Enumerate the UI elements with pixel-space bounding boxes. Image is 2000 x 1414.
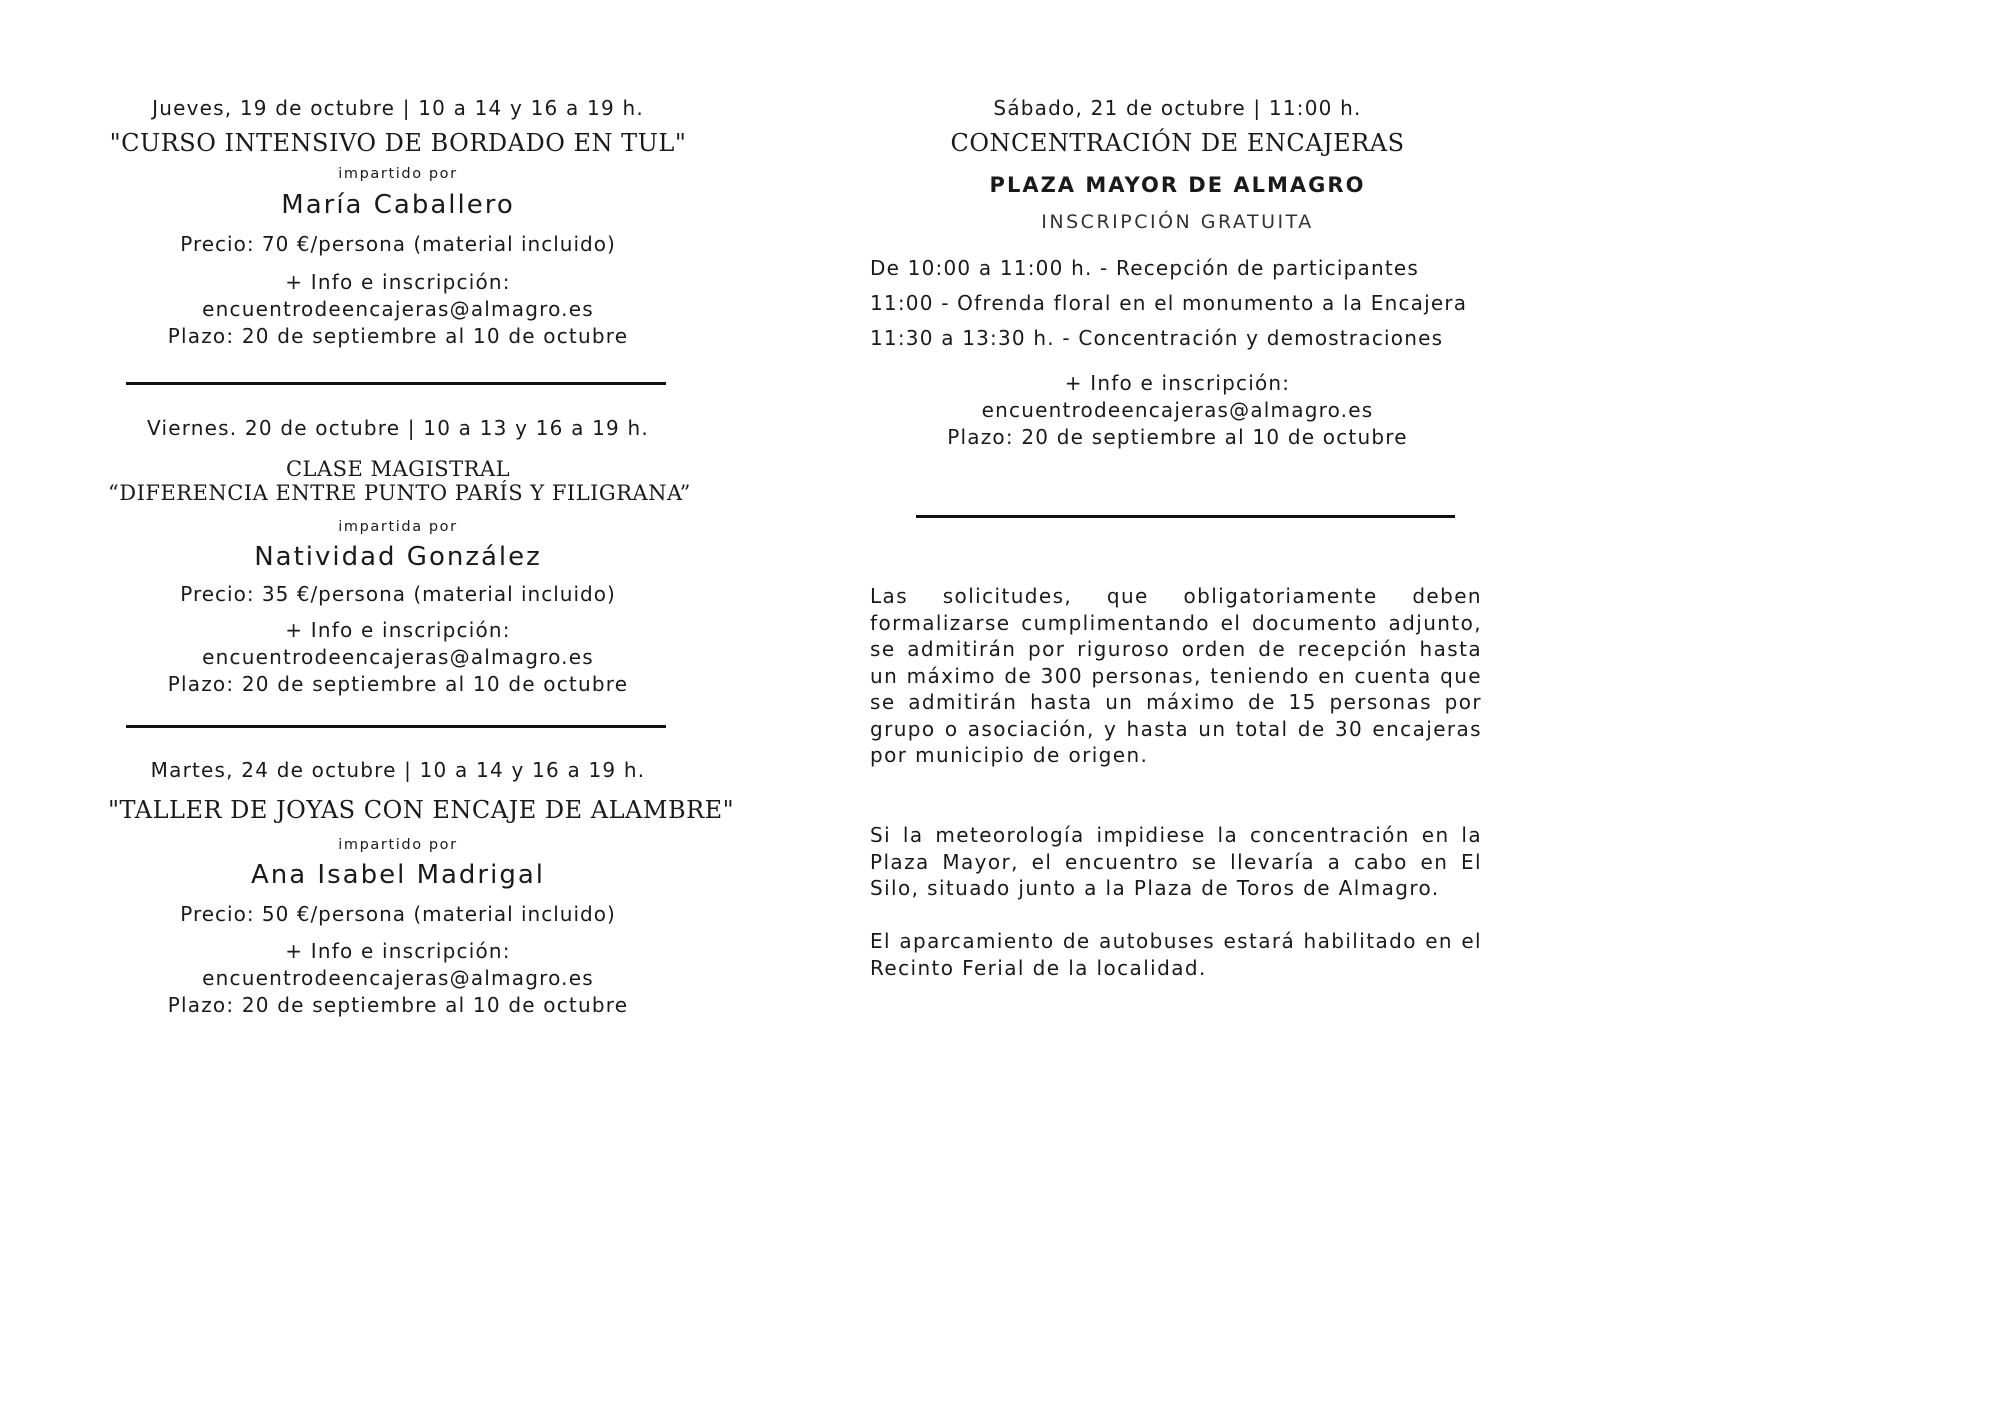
- event-2-title-line1: CLASE MAGISTRAL: [285, 457, 511, 481]
- concentration-place: PLAZA MAYOR DE ALMAGRO: [989, 173, 1366, 197]
- event-1-instructor: María Caballero: [281, 190, 515, 220]
- event-3-date: Martes, 24 de octubre | 10 a 14 y 16 a 19 h.: [150, 758, 646, 782]
- event-1-info-label: + Info e inscripción:: [285, 270, 511, 294]
- event-2-price: Precio: 35 €/persona (material incluido): [180, 582, 616, 606]
- divider: [916, 515, 1455, 518]
- event-3-info-label: + Info e inscripción:: [285, 939, 511, 963]
- divider: [126, 382, 666, 385]
- event-2-title-line2: “DIFERENCIA ENTRE PUNTO PARÍS Y FILIGRANA”: [108, 481, 691, 505]
- event-3-email[interactable]: encuentrodeencajeras@almagro.es: [202, 966, 594, 990]
- event-1-email[interactable]: encuentrodeencajeras@almagro.es: [202, 297, 594, 321]
- concentration-title: CONCENTRACIÓN DE ENCAJERAS: [950, 129, 1405, 157]
- schedule-item: 11:30 a 13:30 h. - Concentración y demostraciones: [870, 326, 1444, 350]
- concentration-email[interactable]: encuentrodeencajeras@almagro.es: [981, 398, 1374, 422]
- event-3-by: impartido por: [338, 837, 458, 853]
- event-3-deadline: Plazo: 20 de septiembre al 10 de octubre: [167, 993, 629, 1017]
- event-2-email[interactable]: encuentrodeencajeras@almagro.es: [202, 645, 594, 669]
- event-3-price: Precio: 50 €/persona (material incluido): [180, 902, 616, 926]
- concentration-deadline: Plazo: 20 de septiembre al 10 de octubre: [947, 425, 1408, 449]
- concentration-date: Sábado, 21 de octubre | 11:00 h.: [993, 96, 1362, 120]
- event-3-title: "TALLER DE JOYAS CON ENCAJE DE ALAMBRE": [108, 796, 735, 824]
- event-2-deadline: Plazo: 20 de septiembre al 10 de octubre: [167, 672, 629, 696]
- event-3-instructor: Ana Isabel Madrigal: [250, 860, 546, 890]
- event-2-by: impartida por: [338, 519, 458, 535]
- divider: [126, 725, 666, 728]
- event-1-deadline: Plazo: 20 de septiembre al 10 de octubre: [167, 324, 629, 348]
- event-1-price: Precio: 70 €/persona (material incluido): [180, 232, 616, 256]
- schedule-item: 11:00 - Ofrenda floral en el monumento a la Encajera: [870, 291, 1468, 315]
- schedule-item: De 10:00 a 11:00 h. - Recepción de participantes: [870, 256, 1420, 280]
- note-parking: El aparcamiento de autobuses estará habilitado en el Recinto Ferial de la localidad.: [870, 929, 1482, 980]
- event-2-date: Viernes. 20 de octubre | 10 a 13 y 16 a 19 h.: [147, 416, 649, 440]
- event-1-date: Jueves, 19 de octubre | 10 a 14 y 16 a 19 h.: [152, 96, 644, 120]
- event-1-title: "CURSO INTENSIVO DE BORDADO EN TUL": [109, 129, 687, 157]
- note-applications: Las solicitudes, que obligatoriamente deben formalizarse cumplimentando el documento adjunto, se admitirán por riguroso orden de recepción hasta un máximo de 300 personas, teniendo en cuenta que se admitirán hasta un máximo de 15 personas por grupo o asociación, y hasta un total de 30 encajeras por municipio de origen.: [870, 584, 1482, 767]
- event-2-instructor: Natividad González: [254, 542, 542, 572]
- event-1-by: impartido por: [338, 166, 458, 182]
- concentration-info-label: + Info e inscripción:: [1064, 371, 1291, 395]
- note-weather: Si la meteorología impidiese la concentración en la Plaza Mayor, el encuentro se llevaría a cabo en El Silo, situado junto a la Plaza de Toros de Almagro.: [870, 823, 1482, 900]
- concentration-registration: INSCRIPCIÓN GRATUITA: [1041, 211, 1314, 233]
- event-2-info-label: + Info e inscripción:: [285, 618, 511, 642]
